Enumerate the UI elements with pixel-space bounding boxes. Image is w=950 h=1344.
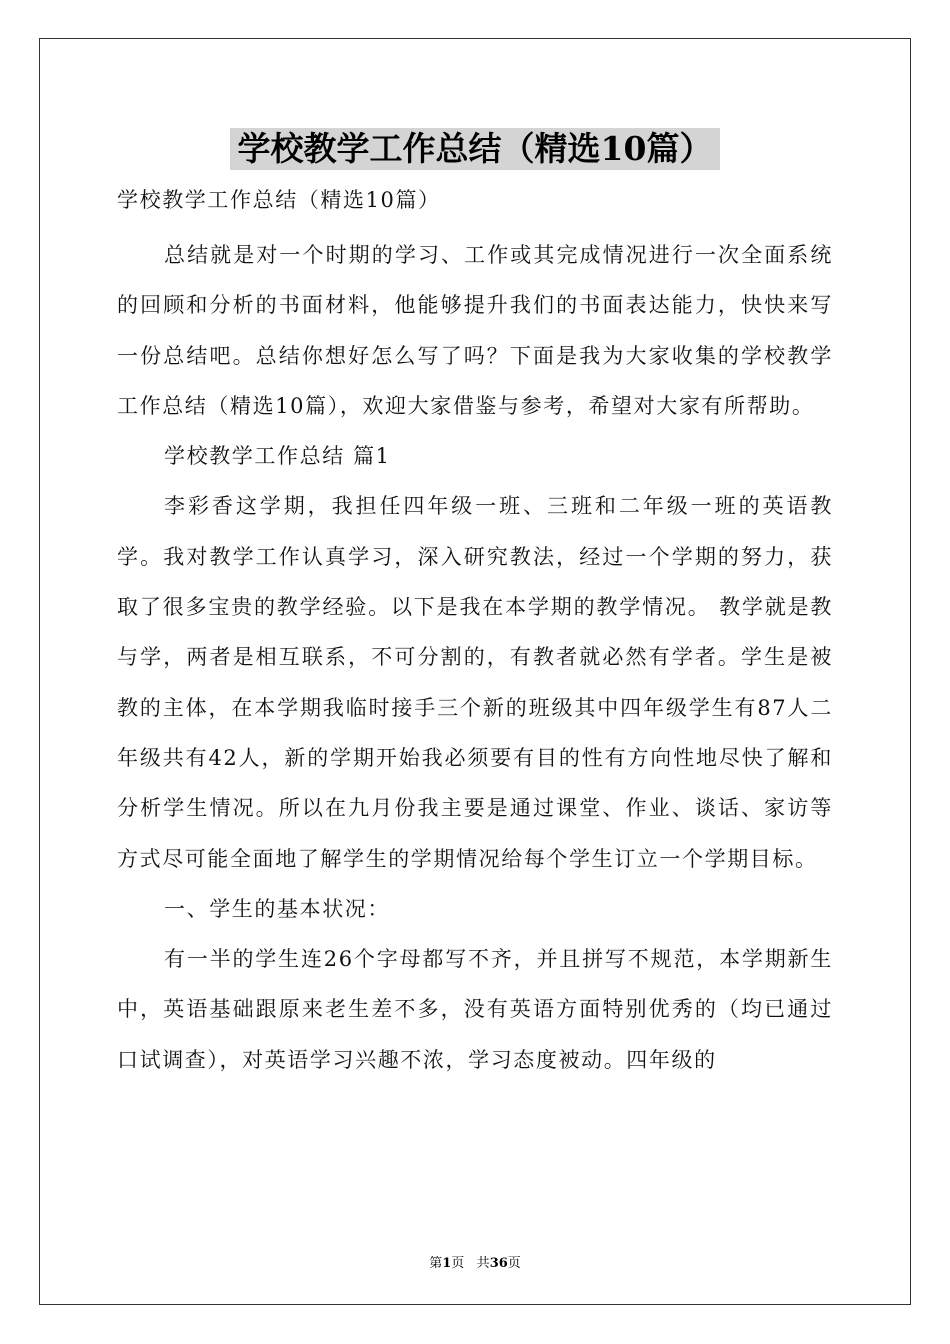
page-suffix: 页 — [451, 1256, 465, 1271]
total-suffix: 页 — [507, 1256, 521, 1271]
page-total: 36 — [489, 1256, 508, 1271]
body-paragraph: 有一半的学生连26个字母都写不齐，并且拼写不规范，本学期新生中，英语基础跟原来老生差不多，没有英语方面特别优秀的（均已通过口试调查），对英语学习兴趣不浓，学习态度被动。四年级的 — [117, 947, 833, 1072]
document-title: 学校教学工作总结（精选10篇） — [230, 128, 721, 170]
page-prefix: 第 — [429, 1256, 443, 1271]
body-paragraph: 李彩香这学期，我担任四年级一班、三班和二年级一班的英语教学。我对教学工作认真学习，深入研究教法，经过一个学期的努力，获取了很多宝贵的教学经验。以下是我在本学期的教学情况。 教学就是教与学，两者是相互联系，不可分割的，有教者就必然有学者。学生是被教的主体，在本学期我临时接手三个新的班级其中四年级学生有87人二年级共有42人，新的学期开始我必须要有目的性有方向性地尽快了解和分析学生情况。所以在九月份我主要是通过课堂、作业、谈话、家访等方式尽可能全面地了解学生的学期情况给每个学生订立一个学期目标。 — [117, 494, 833, 871]
document-subtitle: 学校教学工作总结（精选10篇） — [117, 188, 441, 212]
page-footer — [0, 1252, 950, 1271]
title-container — [0, 128, 950, 170]
section-heading: 学校教学工作总结 篇1 — [164, 444, 391, 469]
section-heading: 一、学生的基本状况： — [164, 896, 390, 921]
document-body — [117, 182, 833, 1085]
intro-paragraph: 总结就是对一个时期的学习、工作或其完成情况进行一次全面系统的回顾和分析的书面材料，他能够提升我们的书面表达能力，快快来写一份总结吧。总结你想好怎么写了吗？下面是我为大家收集的学校教学工作总结（精选10篇），欢迎大家借鉴与参考，希望对大家有所帮助。 — [117, 243, 833, 418]
page-current: 1 — [442, 1256, 452, 1271]
total-prefix: 共 — [476, 1256, 490, 1271]
